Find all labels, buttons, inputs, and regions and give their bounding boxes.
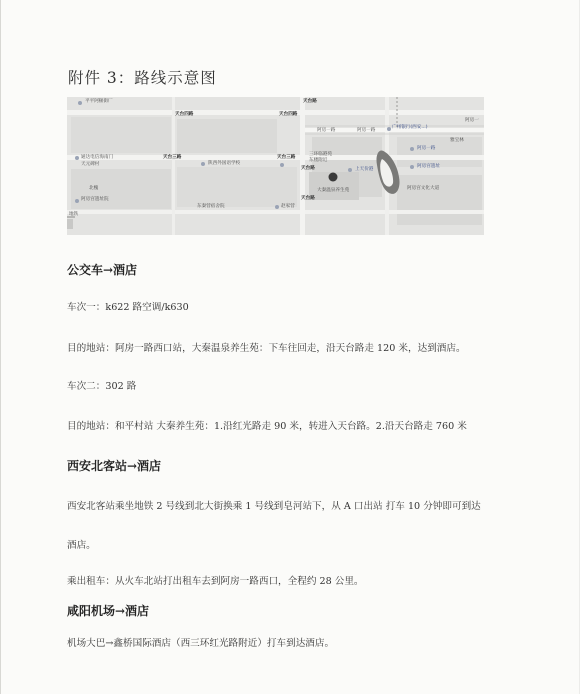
map-label-tianyuan: 天元碑村 <box>81 162 100 167</box>
map-label-afang-1-road-2: 阿房一路 <box>357 128 376 133</box>
map-label-tiantai-vertical: 天台路 <box>301 166 315 171</box>
bus-route-2: 车次二：302 路 <box>67 381 137 392</box>
map-label-dahuangni: 平平阿顿街厂 <box>85 99 113 104</box>
map-label-tiantai-three-road: 天台三路 <box>163 155 182 160</box>
map-label-village: 北槐 <box>89 186 99 191</box>
map-label-ditie: 地铁 <box>69 212 79 217</box>
section-heading-north-station: 西安北客站→酒店 <box>67 459 162 473</box>
map-label-sanhuan-2: 东楼附近 <box>309 158 328 163</box>
page-title: 附件 3：路线示意图 <box>68 69 217 87</box>
airport-text-1: 机场大巴→鑫桥国际酒店（西三环红光路附近）打车到达酒店。 <box>67 638 335 649</box>
map-label-hotel: 大秦温泉养生苑 <box>317 188 350 193</box>
map-label-tiantai-four-road-2: 天台四路 <box>279 112 298 117</box>
bus-route-1-destination: 目的地站：阿房一路西口站，大秦温泉养生苑：下车往回走，沿天台路走 120 米，达到酒店。 <box>67 343 466 354</box>
map-label-dongqin: 东秦营宿舍院 <box>197 204 225 209</box>
map-label-afang-1-road: 阿房一路 <box>317 128 336 133</box>
bus-route-2-destination: 目的地站：和平村站 大秦养生苑：1.沿红光路走 90 米，转进入天台路。2.沿天台路走 760 米 <box>67 421 467 432</box>
map-label-tiantai-four-road: 天台四路 <box>175 112 194 117</box>
map-label-guangzhou-bank: 广州银行(西安...) <box>392 125 428 130</box>
map-label-shaanxi-school: 陕西外国语学校 <box>208 161 241 166</box>
map-label-afang-school: 阿房宫遗址院 <box>81 197 109 202</box>
map-label-tongji: 通达电信海南门 <box>81 155 114 160</box>
map-label-afang-road-right: 阿房一 <box>465 118 479 123</box>
map-label-tiantai-vertical-2: 天台路 <box>301 196 315 201</box>
map-label-shanghai-a: 上天价港 <box>355 167 374 172</box>
north-station-text-2: 酒店。 <box>67 540 96 551</box>
map-label-sanhuan: 三环临港苑 <box>309 152 332 157</box>
bus-route-1: 车次一：k622 路空调/k630 <box>67 302 189 313</box>
map-label-xinmin: 雅宝林 <box>450 138 464 143</box>
map-label-tiantai-road: 天台路 <box>303 99 317 104</box>
section-heading-bus: 公交车→酒店 <box>67 263 138 277</box>
map-label-tiantai-three-road-2: 天台三路 <box>277 155 296 160</box>
section-heading-airport: 咸阳机场→酒店 <box>67 604 150 618</box>
route-map <box>67 97 484 235</box>
map-label-afang-palace: 阿房宫遗址 <box>417 164 440 169</box>
map-label-fangzhou: 阿房宫文化大道 <box>407 186 440 191</box>
north-station-text-3: 乘出租车：从火车北站打出租车去到阿房一路西口，全程约 28 公里。 <box>67 576 364 587</box>
map-label-zhaojia: 赵家营 <box>281 204 295 209</box>
north-station-text-1: 西安北客站乘坐地铁 2 号线到北大街换乘 1 号线到皂河站下，从 A 口出站 打车 10 分钟即可到达 <box>67 501 481 512</box>
map-label-sanhuan-3: 阿房一路 <box>417 146 436 151</box>
